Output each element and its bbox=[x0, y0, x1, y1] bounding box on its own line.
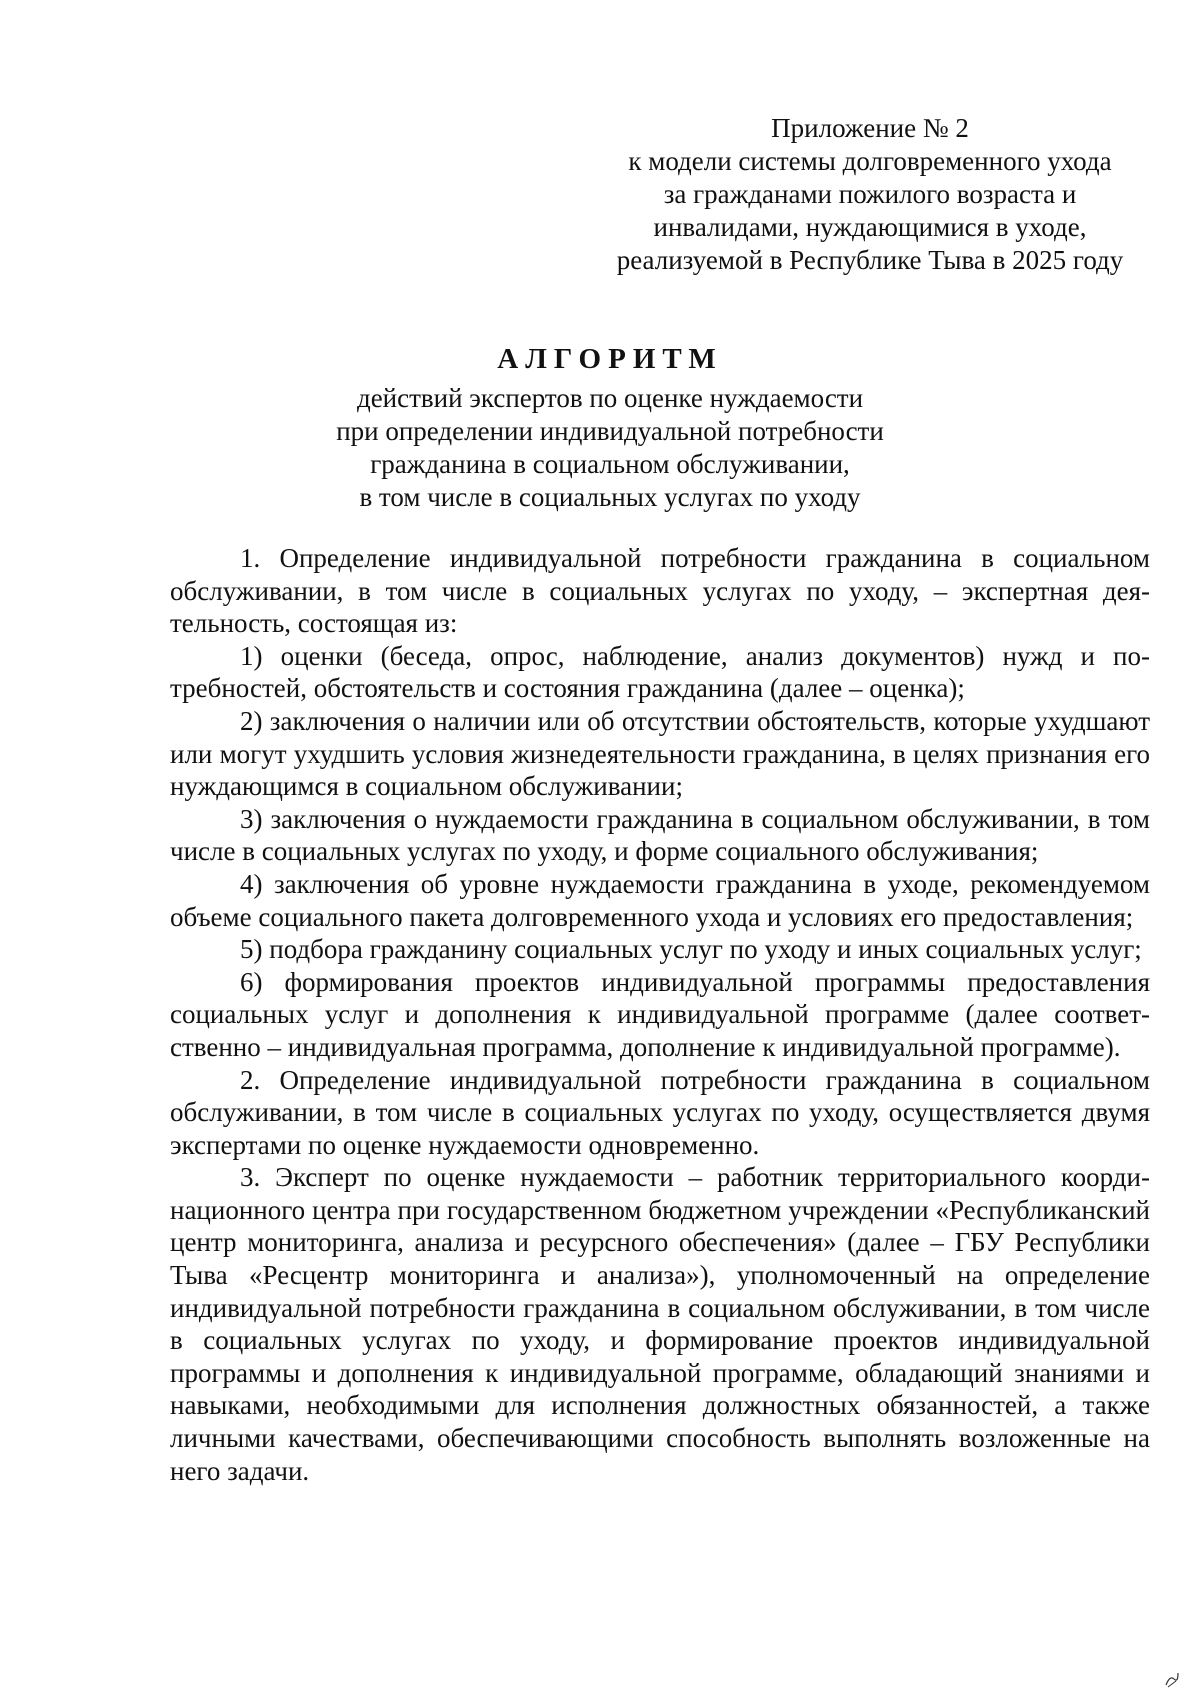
appendix-line: к модели системы долговременного ухода bbox=[628, 146, 1112, 176]
document-title bbox=[250, 340, 970, 514]
appendix-line: инвалидами, нуждающимися в уходе, bbox=[653, 212, 1087, 242]
title-subtitle-line: при определении индивидуальной потребности bbox=[336, 416, 884, 446]
paragraph-1-item-3: 3) заключения о нуждаемости гражданина в социальном обслуживании, в том числе в социальных услугах по уходу, и форме социального обслуживания; bbox=[170, 803, 1150, 867]
appendix-header bbox=[590, 112, 1150, 277]
document-body bbox=[170, 542, 1150, 1487]
appendix-line: за гражданами пожилого возраста и bbox=[663, 179, 1077, 209]
title-subtitle-line: гражданина в социальном обслуживании, bbox=[370, 449, 850, 479]
paragraph-2: 2. Определение индивидуальной потребности гражданина в социальном обслуживании, в том числе в социальных услугах по уходу, осуществляется двумя экспертами по оценке нуждаемости одновременно. bbox=[170, 1064, 1150, 1160]
paragraph-1: 1. Определение индивидуальной потребности гражданина в социальном обслуживании, в том числе в социальных услугах по уходу, – экспертная деятельность, состоящая из: bbox=[170, 543, 1150, 639]
paragraph-1-item-1: 1) оценки (беседа, опрос, наблюдение, анализ документов) нужд и потребностей, обстоятельств и состояния гражданина (далее – оценка); bbox=[170, 640, 1150, 704]
title-subtitle-line: в том числе в социальных услугах по уходу bbox=[359, 482, 861, 512]
title-main: АЛГОРИТМ bbox=[497, 343, 723, 375]
paragraph-1-item-6: 6) формирования проектов индивидуальной программы предоставления социальных услуг и дополнения к индивидуальной программе (далее соответственно – индивидуальная программа, дополнение к индивидуальной программе). bbox=[170, 966, 1150, 1062]
paragraph-1-item-5: 5) подбора гражданину социальных услуг по уходу и иных социальных услуг; bbox=[240, 934, 1142, 965]
paragraph-1-item-4: 4) заключения об уровне нуждаемости гражданина в уходе, рекомендуемом объеме социального пакета долговременного ухода и условиях его предоставления; bbox=[170, 868, 1150, 932]
title-subtitle-line: действий экспертов по оценке нуждаемости bbox=[356, 383, 864, 413]
paragraph-1-item-2: 2) заключения о наличии или об отсутствии обстоятельств, которые ухудшают или могут ухудшить условия жизнедеятельности гражданина, в целях признания его нуждающимся в социальном обслуживании; bbox=[170, 705, 1150, 802]
scan-mark-icon bbox=[1162, 1669, 1182, 1689]
appendix-line: Приложение № 2 bbox=[771, 113, 969, 143]
appendix-line: реализуемой в Республике Тыва в 2025 году bbox=[616, 245, 1124, 275]
paragraph-3: 3. Эксперт по оценке нуждаемости – работник территориального координационного центра при государственном бюджетном учреждении «Республиканский центр мониторинга, анализа и ресурсного обеспечения» (далее – ГБУ Республики Тыва «Ресцентр мониторинга и анализа»), уполномоченный на определение индивидуальной потребности гражданина в социальном обслуживании, в том числе в социальных услугах по уходу, и формирование проектов индивидуальной программы и дополнения к индивидуальной программе, обладающий знаниями и навыками, необходимыми для исполнения должностных обязанностей, а также личными качествами, обеспечивающими способность выполнять возложенные на него задачи. bbox=[170, 1162, 1150, 1486]
